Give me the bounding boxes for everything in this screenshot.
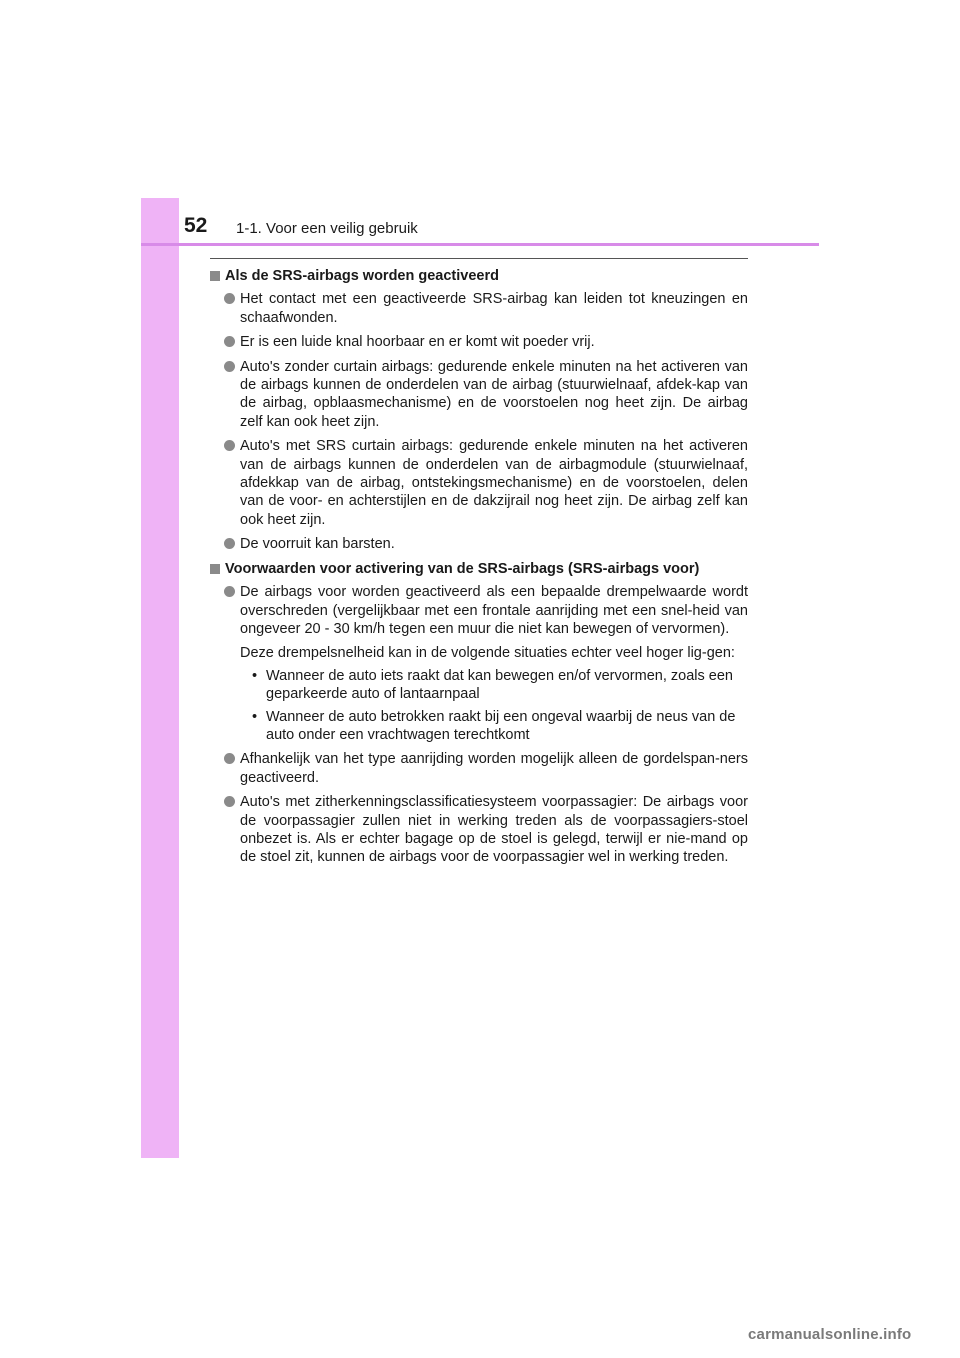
- circle-bullet-icon: [224, 440, 235, 451]
- list-item: [210, 437, 748, 529]
- circle-bullet-icon: [224, 361, 235, 372]
- side-tab-bar: [141, 198, 179, 1158]
- sub-list-item: [240, 667, 748, 704]
- circle-bullet-icon: [224, 753, 235, 764]
- list-item: [210, 793, 748, 867]
- list-item-text: Er is een luide knal hoorbaar en er komt wit poeder vrij.: [240, 334, 595, 351]
- circle-bullet-icon: [224, 586, 235, 597]
- list-item-text: Auto's met SRS curtain airbags: gedurende enkele minuten na het activeren van de airbags kunnen de onderdelen van de airbagmodule (stuurwielnaaf, afdekkap van de airbag, ontstekingsmechanisme) en de voorstoelen, delen van de voor- en achterstijlen en de dakzijrail nog heet zijn. De airbag zelf kan ook heet zijn.: [240, 438, 748, 528]
- list-item-text: Het contact met een geactiveerde SRS-airbag kan leiden tot kneuzingen en schaafwonden.: [240, 291, 748, 326]
- circle-bullet-icon: [224, 538, 235, 549]
- watermark: carmanualsonline.info: [748, 1326, 912, 1343]
- section-heading-text: Voorwaarden voor activering van de SRS-airbags (SRS-airbags voor): [225, 560, 700, 577]
- list-item-text: Auto's zonder curtain airbags: gedurende enkele minuten na het activeren van de airbags kunnen de onderdelen van de airbag (stuurwielnaaf, afdek-kap van de airbag, opblaasmechanisme) en de voorstoelen nog heet zijn. De airbag zelf kan ook heet zijn.: [240, 358, 748, 430]
- list-item: [210, 535, 748, 553]
- section-heading-text: Als de SRS-airbags worden geactiveerd: [225, 268, 499, 284]
- dot-bullet-icon: •: [252, 708, 258, 725]
- list-item: [210, 333, 748, 351]
- sub-list-item: [240, 708, 748, 745]
- list-item-text: De voorruit kan barsten.: [240, 536, 395, 553]
- circle-bullet-icon: [224, 796, 235, 807]
- list-item: [210, 750, 748, 787]
- sub-list-item-text: Wanneer de auto betrokken raakt bij een ongeval waarbij de neus van de auto onder een vrachtwagen terechtkomt: [266, 708, 736, 743]
- list-item-text: Auto's met zitherkenningsclassificatiesysteem voorpassagier: De airbags voor de voorpassagier zullen niet in werking treden als de voorpassagiers-stoel onbezet is. Als er echter bagage op de stoel is gelegd, terwijl er nie-mand op de stoel zit, kunnen de airbags voor de voorpassagier wel in werking treden.: [240, 794, 748, 866]
- dot-bullet-icon: •: [252, 667, 258, 684]
- page-number: 52: [184, 214, 208, 237]
- list-item: [210, 583, 748, 744]
- list-item-text: De airbags voor worden geactiveerd als een bepaalde drempelwaarde wordt overschreden (vergelijkbaar met een frontale aanrijding met een snel-heid van ongeveer 20 - 30 km/h tegen een muur die niet kan bewegen of vervormen).: [240, 584, 748, 637]
- sub-list-item-text: Wanneer de auto iets raakt dat kan bewegen en/of vervormen, zoals een geparkeerde auto of lantaarnpaal: [266, 667, 733, 703]
- list-item: [210, 358, 748, 432]
- list-item-text: Deze drempelsnelheid kan in de volgende situaties echter veel hoger lig-gen:: [240, 645, 735, 662]
- section-title: 1-1. Voor een veilig gebruik: [236, 220, 418, 237]
- square-bullet-icon: [210, 271, 220, 281]
- circle-bullet-icon: [224, 293, 235, 304]
- content-divider: [210, 258, 748, 259]
- header-divider: [141, 243, 819, 246]
- square-bullet-icon: [210, 564, 220, 574]
- section-heading: [210, 560, 748, 578]
- page-content: [210, 265, 748, 873]
- list-item: [210, 290, 748, 327]
- circle-bullet-icon: [224, 336, 235, 347]
- section-heading: [210, 267, 748, 285]
- list-item-text: Afhankelijk van het type aanrijding worden mogelijk alleen de gordelspan-ners geactiveerd.: [240, 751, 748, 786]
